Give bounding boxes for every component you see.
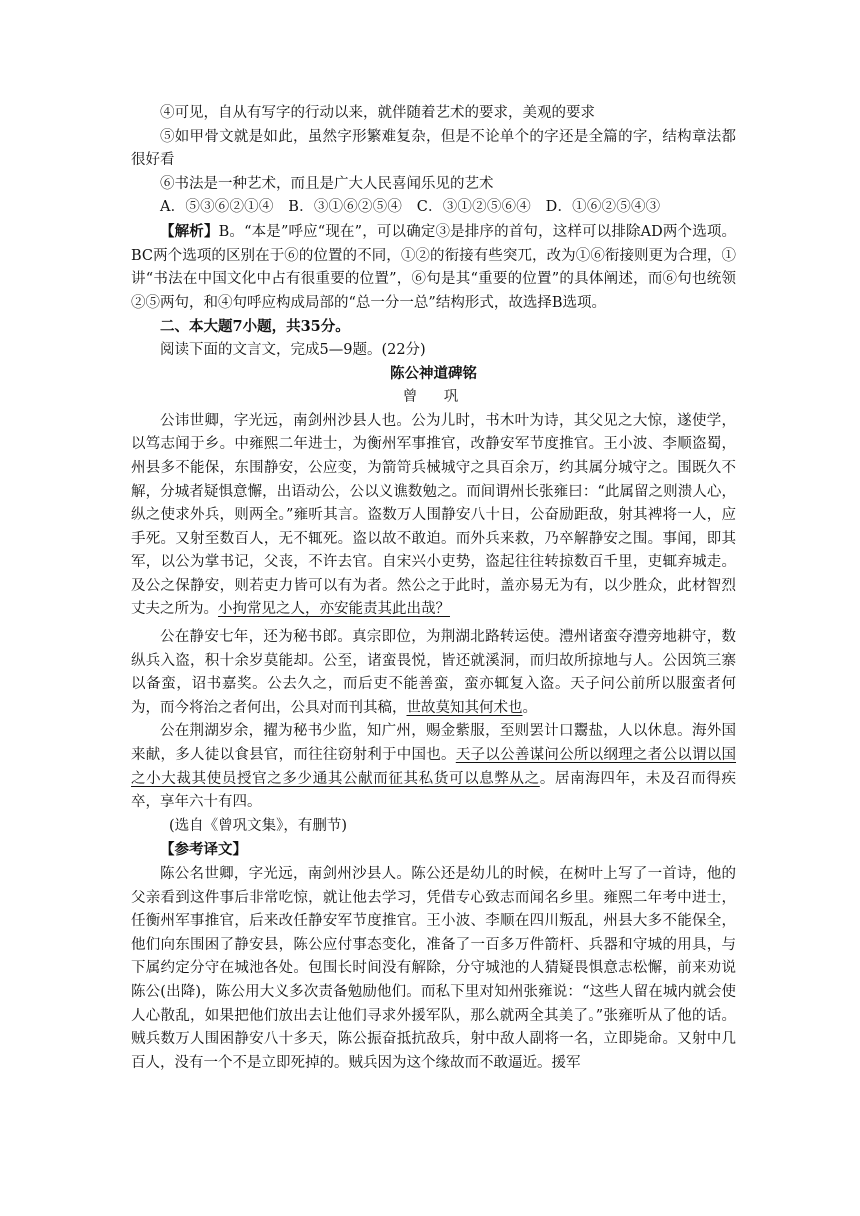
analysis-label: 【解析】 bbox=[160, 222, 219, 240]
passage-paragraph-2 bbox=[131, 626, 736, 720]
passage-p1-underlined: 小拘常见之人，亦安能责其此出哉？ bbox=[218, 601, 450, 618]
passage-title: 陈公神道碑铭 bbox=[390, 365, 477, 382]
passage-paragraph-3 bbox=[131, 720, 736, 814]
option-item-6: ⑥书法是一种艺术，而且是广大人民喜闻乐见的艺术 bbox=[160, 175, 494, 192]
analysis-paragraph bbox=[131, 220, 736, 315]
option-item-4: ④可见，自从有写字的行动以来，就伴随着艺术的要求，美观的要求 bbox=[160, 105, 595, 121]
translation-label: 【参考译文】 bbox=[160, 841, 247, 859]
section-instruction: 阅读下面的文言文，完成5—9题。(22分) bbox=[160, 341, 426, 358]
document-content bbox=[131, 102, 736, 1075]
analysis-text: B。“本是”呼应“现在”，可以确定③是排序的首句，这样可以排除AD两个选项。BC两个选项的区别在于⑥的位置的不同，①②的衔接有些突兀，改为①⑥衔接则更为合理，①讲“书法在中国文化中占有很重要的位置”，⑥句是其“重要的位置”的具体阐述，而⑥句也统领②⑤两句，和④句呼应构成局部的“总一分一总”结构形式，故选择B选项。 bbox=[131, 223, 736, 311]
section-heading: 二、本大题7小题，共35分。 bbox=[160, 318, 350, 336]
passage-p2-text: 公在静安七年，还为秘书郎。真宗即位，为荆湖北路转运使。澧州诸蛮夺澧旁地耕守，数纵兵入盗，积十余岁莫能却。公至，诸蛮畏悦，皆还就溪洞，而归故所掠地与人。公因筑三寨以备蛮，诏书嘉奖。公去久之，而后吏不能善蛮，蛮亦辄复入盗。天子问公前所以服蛮者何为，而今将治之者何出，公具对而刊其稿， bbox=[131, 629, 736, 716]
option-item-5: ⑤如甲骨文就是如此，虽然字形繁难复杂，但是不论单个的字还是全篇的字，结构章法都很好看 bbox=[131, 128, 736, 169]
passage-source: (选自《曾巩文集》，有删节) bbox=[169, 817, 348, 834]
passage-paragraph-1 bbox=[131, 410, 736, 622]
passage-p3-underlined: 天子以公善谋问公所以纲理之者公以谓以国之小大裁其使员授官之多少通其公献而征其私货可以息弊从之 bbox=[131, 747, 737, 787]
answer-choices: A．⑤③⑥②①④ B．③①⑥②⑤④ C．③①②⑤⑥④ D．①⑥②⑤④③ bbox=[160, 199, 661, 216]
passage-p3-text: 公在荆湖岁余，擢为秘书少监，知广州，赐金紫服，至则罢计口鬻盐，人以休息。海外国来献，多人徒以食县官，而往往窃射利于中国也。 bbox=[131, 723, 736, 764]
translation-label-line bbox=[131, 838, 736, 863]
passage-p2-underlined: 世故莫知其何术也 bbox=[406, 699, 523, 716]
translation-paragraph: 陈公名世卿，字光远，南剑州沙县人。陈公还是幼儿的时候，在树叶上写了一首诗，他的父亲看到这件事后非常吃惊，就让他去学习，凭借专心致志而闻名乡里。雍熙二年考中进士，任衡州军事推官，后来改任静安军节度推官。王小波、李顺在四川叛乱，州县大多不能保全，他们向东围困了静安县，陈公应付事态变化，准备了一百多万件箭杆、兵器和守城的用具，与下属约定分守在城池各处。包围长时间没有解除，分守城池的人猜疑畏惧意志松懈，前来劝说陈公(出降)，陈公用大义多次责备勉励他们。而私下里对知州张雍说：“这些人留在城内就会使人心散乱，如果把他们放出去让他们寻求外援军队，那么就两全其美了。”张雍听从了他的话。贼兵数万人围困静安八十多天，陈公振奋抵抗敌兵，射中敌人副将一名，立即毙命。又射中几百人，没有一个不是立即死掉的。贼兵因为这个缘故而不敢逼近。援军 bbox=[131, 866, 736, 1071]
passage-p3-end: 。居南海四年，未及召而得疾卒，享年六十有四。 bbox=[131, 770, 737, 811]
passage-p1-text: 公讳世卿，字光远，南剑州沙县人也。公为儿时，书木叶为诗，其父见之大惊，遂使学，以笃志闻于乡。中雍熙二年进士，为衡州军事推官，改静安军节度推官。王小波、李顺盗蜀，州县多不能保，东围静安，公应变，为箭笴兵械城守之具百余万，约其属分城守之。围既久不解，分城者疑惧意懈，出语动公，公以义谯数勉之。而间谓州长张雍曰：“此属留之则溃人心，纵之使求外兵，则两全。”雍听其言。盗数万人围静安八十日，公奋励距敌，射其裨将一人，应手死。又射至数百人，无不辄死。盗以故不敢迫。而外兵来救，乃卒解静安之围。事闻，即其军，以公为掌书记，父丧，不许去官。自宋兴小吏势，盗起往往转掠数百千里，吏辄弃城走。及公之保静安，则若吏力皆可以有为者。然公之于此时，盖亦易无为有，以少胜众，此材智烈丈夫之所为。 bbox=[131, 412, 736, 618]
passage-p2-end: 。 bbox=[522, 699, 537, 716]
passage-author: 曾 巩 bbox=[402, 389, 465, 406]
